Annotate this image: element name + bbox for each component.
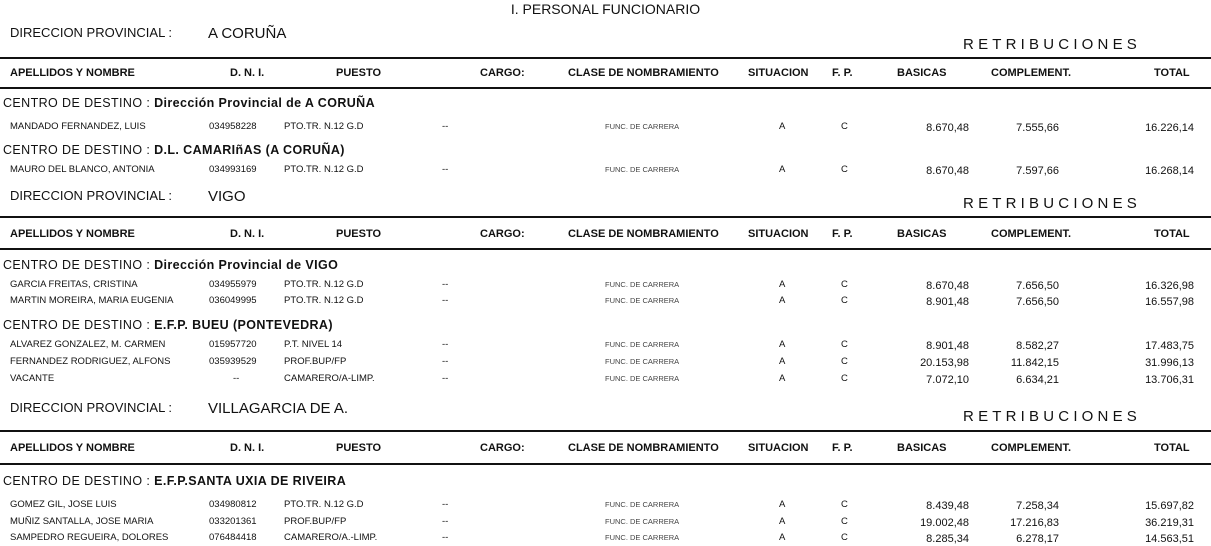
cell-dni: 036049995 [209, 295, 257, 306]
col-header-complement: COMPLEMENT. [991, 442, 1072, 454]
cell-puesto: PROF.BUP/FP [284, 516, 347, 527]
cell-clase: FUNC. DE CARRERA [605, 340, 680, 349]
cell-clase: FUNC. DE CARRERA [605, 374, 680, 383]
centro-label: CENTRO DE DESTINO : [3, 96, 151, 110]
retribuciones-label: RETRIBUCIONES [963, 36, 1141, 53]
cell-complement: 7.555,66 [1016, 122, 1059, 134]
cell-fp: C [841, 499, 848, 510]
col-header-puesto: PUESTO [336, 67, 382, 79]
centro-name: E.F.P. BUEU (PONTEVEDRA) [154, 318, 333, 332]
col-header-puesto: PUESTO [336, 228, 382, 240]
cell-fp: C [841, 164, 848, 175]
cell-name: MAURO DEL BLANCO, ANTONIA [10, 164, 155, 175]
col-header-cargo: CARGO: [480, 442, 525, 454]
page-title: I. PERSONAL FUNCIONARIO [510, 1, 701, 17]
table-row [0, 532, 1211, 546]
cell-puesto: PTO.TR. N.12 G.D [284, 295, 364, 306]
col-header-name: APELLIDOS Y NOMBRE [10, 228, 135, 240]
cell-complement: 6.634,21 [1016, 374, 1059, 386]
table-row [0, 373, 1211, 387]
centro-name: Dirección Provincial de A CORUÑA [154, 96, 376, 110]
centro-name: Dirección Provincial de VIGO [154, 258, 339, 272]
cell-basicas: 8.670,48 [926, 165, 969, 177]
table-header [0, 440, 1211, 458]
cell-total: 15.697,82 [1145, 500, 1194, 512]
cell-situacion: A [779, 121, 786, 132]
cell-complement: 7.258,34 [1016, 500, 1059, 512]
cell-dni: 034993169 [209, 164, 257, 175]
col-header-clase: CLASE DE NOMBRAMIENTO [568, 228, 719, 240]
col-header-basicas: BASICAS [897, 228, 947, 240]
cell-puesto: CAMARERO/A-LIMP. [284, 373, 375, 384]
cell-basicas: 8.901,48 [926, 296, 969, 308]
cell-puesto: PTO.TR. N.12 G.D [284, 499, 364, 510]
cell-situacion: A [779, 164, 786, 175]
col-header-situacion: SITUACION [748, 228, 809, 240]
cell-situacion: A [779, 373, 786, 384]
cell-basicas: 7.072,10 [926, 374, 969, 386]
cell-dni: 035939529 [209, 356, 257, 367]
divider [0, 248, 1211, 250]
cell-name: MANDADO FERNANDEZ, LUIS [10, 121, 146, 132]
cell-fp: C [841, 373, 848, 384]
centro-name: E.F.P.SANTA UXIA DE RIVEIRA [154, 474, 347, 488]
col-header-fp: F. P. [832, 67, 853, 79]
cell-name: FERNANDEZ RODRIGUEZ, ALFONS [10, 356, 171, 367]
col-header-fp: F. P. [832, 442, 853, 454]
table-header [0, 65, 1211, 83]
cell-dni: 034958228 [209, 121, 257, 132]
cell-basicas: 8.670,48 [926, 122, 969, 134]
cell-basicas: 19.002,48 [920, 517, 969, 529]
cell-clase: FUNC. DE CARRERA [605, 533, 680, 542]
cell-name: GOMEZ GIL, JOSE LUIS [10, 499, 117, 510]
direccion-provincial-name: VILLAGARCIA DE A. [208, 400, 349, 417]
divider [0, 430, 1211, 432]
centro-name: D.L. CAMARIñAS (A CORUÑA) [154, 143, 345, 157]
table-row [0, 339, 1211, 353]
cell-situacion: A [779, 499, 786, 510]
table-header [0, 226, 1211, 244]
col-header-situacion: SITUACION [748, 442, 809, 454]
cell-puesto: PTO.TR. N.12 G.D [284, 164, 364, 175]
table-row [0, 516, 1211, 530]
cell-clase: FUNC. DE CARRERA [605, 517, 680, 526]
cell-fp: C [841, 121, 848, 132]
cell-complement: 6.278,17 [1016, 533, 1059, 545]
cell-basicas: 8.901,48 [926, 340, 969, 352]
cell-clase: FUNC. DE CARRERA [605, 165, 680, 174]
col-header-clase: CLASE DE NOMBRAMIENTO [568, 67, 719, 79]
retribuciones-label: RETRIBUCIONES [963, 195, 1141, 212]
divider [0, 463, 1211, 465]
cell-total: 36.219,31 [1145, 517, 1194, 529]
cell-total: 17.483,75 [1145, 340, 1194, 352]
cell-total: 16.268,14 [1145, 165, 1194, 177]
col-header-fp: F. P. [832, 228, 853, 240]
cell-fp: C [841, 532, 848, 543]
cell-total: 16.326,98 [1145, 280, 1194, 292]
centro-destino [3, 258, 338, 272]
centro-label: CENTRO DE DESTINO : [3, 258, 151, 272]
direccion-provincial-label: DIRECCION PROVINCIAL : [10, 25, 173, 40]
cell-name: MUÑIZ SANTALLA, JOSE MARIA [10, 516, 154, 527]
cell-name: MARTIN MOREIRA, MARIA EUGENIA [10, 295, 174, 306]
col-header-situacion: SITUACION [748, 67, 809, 79]
cell-total: 16.226,14 [1145, 122, 1194, 134]
cell-situacion: A [779, 279, 786, 290]
cell-complement: 7.656,50 [1016, 296, 1059, 308]
cell-cargo: -- [442, 295, 449, 306]
col-header-total: TOTAL [1154, 67, 1190, 79]
table-row [0, 499, 1211, 513]
cell-fp: C [841, 516, 848, 527]
col-header-total: TOTAL [1154, 442, 1190, 454]
col-header-complement: COMPLEMENT. [991, 67, 1072, 79]
cell-situacion: A [779, 339, 786, 350]
cell-basicas: 8.285,34 [926, 533, 969, 545]
cell-dni: 076484418 [209, 532, 257, 543]
col-header-dni: D. N. I. [230, 442, 265, 454]
cell-basicas: 20.153,98 [920, 357, 969, 369]
centro-destino [3, 474, 346, 488]
cell-dni: 033201361 [209, 516, 257, 527]
cell-situacion: A [779, 516, 786, 527]
cell-dni: -- [233, 373, 240, 384]
cell-puesto: PROF.BUP/FP [284, 356, 347, 367]
col-header-complement: COMPLEMENT. [991, 228, 1072, 240]
col-header-dni: D. N. I. [230, 67, 265, 79]
col-header-name: APELLIDOS Y NOMBRE [10, 67, 135, 79]
cell-complement: 11.842,15 [1010, 357, 1059, 369]
cell-complement: 7.597,66 [1016, 165, 1059, 177]
col-header-puesto: PUESTO [336, 442, 382, 454]
centro-label: CENTRO DE DESTINO : [3, 318, 151, 332]
cell-cargo: -- [442, 279, 449, 290]
cell-dni: 015957720 [209, 339, 257, 350]
centro-label: CENTRO DE DESTINO : [3, 143, 151, 157]
direccion-provincial-label: DIRECCION PROVINCIAL : [10, 188, 173, 203]
cell-cargo: -- [442, 532, 449, 543]
cell-fp: C [841, 356, 848, 367]
cell-situacion: A [779, 295, 786, 306]
cell-dni: 034955979 [209, 279, 257, 290]
cell-dni: 034980812 [209, 499, 257, 510]
col-header-cargo: CARGO: [480, 228, 525, 240]
cell-situacion: A [779, 356, 786, 367]
cell-cargo: -- [442, 339, 449, 350]
col-header-cargo: CARGO: [480, 67, 525, 79]
cell-total: 16.557,98 [1145, 296, 1194, 308]
cell-puesto: P.T. NIVEL 14 [284, 339, 343, 350]
centro-destino [3, 318, 333, 332]
cell-cargo: -- [442, 516, 449, 527]
col-header-name: APELLIDOS Y NOMBRE [10, 442, 135, 454]
cell-fp: C [841, 295, 848, 306]
cell-name: SAMPEDRO REGUEIRA, DOLORES [10, 532, 169, 543]
cell-name: GARCIA FREITAS, CRISTINA [10, 279, 138, 290]
cell-complement: 7.656,50 [1016, 280, 1059, 292]
cell-cargo: -- [442, 164, 449, 175]
cell-clase: FUNC. DE CARRERA [605, 357, 680, 366]
cell-puesto: PTO.TR. N.12 G.D [284, 279, 364, 290]
direccion-provincial-label: DIRECCION PROVINCIAL : [10, 400, 173, 415]
cell-total: 13.706,31 [1145, 374, 1194, 386]
cell-clase: FUNC. DE CARRERA [605, 296, 680, 305]
cell-fp: C [841, 339, 848, 350]
centro-destino [3, 96, 375, 110]
cell-cargo: -- [442, 499, 449, 510]
cell-puesto: PTO.TR. N.12 G.D [284, 121, 364, 132]
cell-clase: FUNC. DE CARRERA [605, 280, 680, 289]
cell-complement: 8.582,27 [1016, 340, 1059, 352]
centro-destino [3, 143, 345, 157]
cell-situacion: A [779, 532, 786, 543]
cell-name: ALVAREZ GONZALEZ, M. CARMEN [10, 339, 166, 350]
col-header-basicas: BASICAS [897, 67, 947, 79]
direccion-provincial-name: VIGO [208, 188, 246, 205]
table-row [0, 356, 1211, 370]
table-row [0, 121, 1211, 135]
cell-puesto: CAMARERO/A.-LIMP. [284, 532, 378, 543]
cell-total: 31.996,13 [1145, 357, 1194, 369]
centro-label: CENTRO DE DESTINO : [3, 474, 151, 488]
col-header-dni: D. N. I. [230, 228, 265, 240]
col-header-clase: CLASE DE NOMBRAMIENTO [568, 442, 719, 454]
cell-basicas: 8.439,48 [926, 500, 969, 512]
cell-name: VACANTE [10, 373, 55, 384]
col-header-basicas: BASICAS [897, 442, 947, 454]
cell-cargo: -- [442, 373, 449, 384]
cell-fp: C [841, 279, 848, 290]
col-header-total: TOTAL [1154, 228, 1190, 240]
direccion-provincial-name: A CORUÑA [208, 25, 287, 42]
cell-total: 14.563,51 [1145, 533, 1194, 545]
divider [0, 216, 1211, 218]
cell-cargo: -- [442, 121, 449, 132]
cell-cargo: -- [442, 356, 449, 367]
table-row [0, 295, 1211, 309]
table-row [0, 279, 1211, 293]
table-row [0, 164, 1211, 178]
divider [0, 57, 1211, 59]
cell-clase: FUNC. DE CARRERA [605, 500, 680, 509]
cell-complement: 17.216,83 [1010, 517, 1059, 529]
cell-basicas: 8.670,48 [926, 280, 969, 292]
retribuciones-label: RETRIBUCIONES [963, 408, 1141, 425]
cell-clase: FUNC. DE CARRERA [605, 122, 680, 131]
divider [0, 87, 1211, 89]
